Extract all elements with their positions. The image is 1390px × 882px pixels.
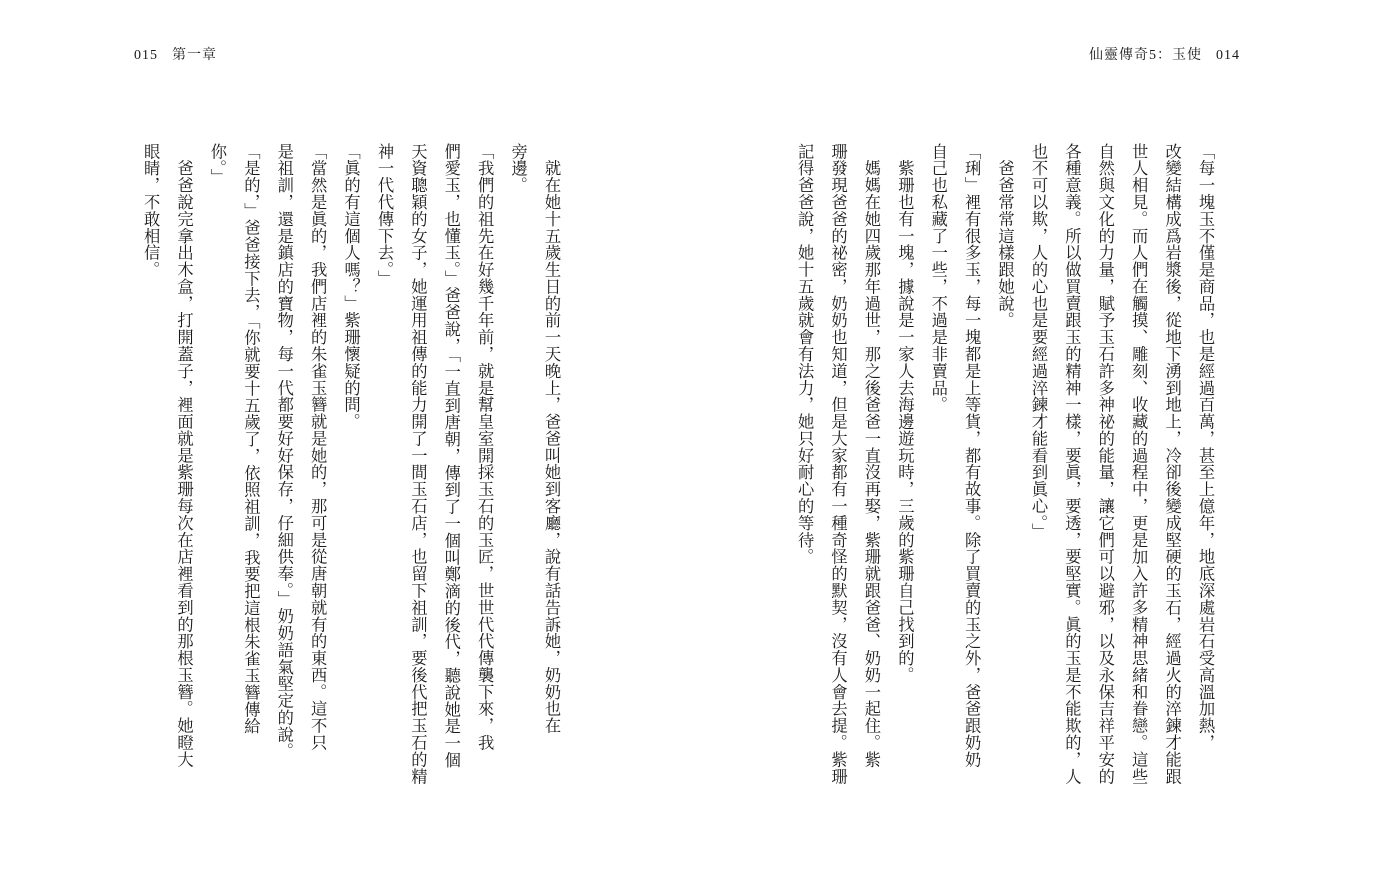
- text-line: 媽媽在她四歲那年過世，那之後爸爸一直沒再娶，紫珊就跟爸爸、奶奶一起住。紫: [861, 143, 881, 768]
- text-line: 神一代代傳下去。」: [374, 143, 394, 287]
- right-page-number: 014: [1216, 48, 1240, 63]
- text-line: 是祖訓，還是鎮店的寶物，每一代都要好好保存，仔細供奉。」奶奶語氣堅定的說。: [274, 143, 294, 760]
- text-line: 「是的，」爸爸接下去，「你就要十五歲了，依照祖訓，我要把這根朱雀玉簪傳給: [241, 143, 261, 735]
- text-line: 你。」: [207, 143, 227, 186]
- text-line: 「每一塊玉不僅是商品，也是經過百萬，甚至上億年，地底深處岩石受高溫加熱，: [1196, 143, 1215, 752]
- text-line: 爸爸說完拿出木盒，打開蓋子，裡面就是紫珊每次在店裡看到的那根玉簪。她瞪大: [174, 143, 194, 768]
- left-page-body: [128, 143, 568, 843]
- right-page-body: [795, 143, 1222, 843]
- text-line: 「當然是眞的，我們店裡的朱雀玉簪就是她的，那可是從唐朝就有的東西。這不只: [308, 143, 328, 752]
- text-line: 就在她十五歲生日的前一天晚上，爸爸叫她到客廳，說有話告訴她，奶奶也在: [542, 143, 561, 735]
- text-line: 紫珊也有一塊，據說是一家人去海邊遊玩時，三歲的紫珊自己找到的。: [895, 143, 915, 684]
- book-title: 仙靈傳奇5：玉使: [1089, 48, 1202, 63]
- text-line: 眼睛，不敢相信。: [141, 143, 161, 279]
- text-line: 也不可以欺，人的心也是要經過淬鍊才能看到眞心。」: [1028, 143, 1048, 541]
- text-line: 記得爸爸說，她十五歲就會有法力，她只好耐心的等待。: [795, 143, 815, 566]
- chapter-title: 第一章: [172, 48, 217, 63]
- text-line: 「琍」裡有很多玉，每一塊都是上等貨，都有故事。除了買賣的玉之外，爸爸跟奶奶: [962, 143, 982, 768]
- text-line: 自己也私藏了一些，不過是非賣品。: [928, 143, 948, 414]
- left-page-number: 015: [134, 48, 158, 63]
- text-line: 們愛玉，也懂玉。」爸爸說，「一直到唐朝，傳到了一個叫鄭滴的後代，聽說她是一個: [441, 143, 461, 769]
- text-line: 旁邊。: [508, 143, 528, 194]
- text-line: 世人相見。而人們在觸摸、雕刻、收藏的過程中，更是加入許多精神思緒和眷戀。這些: [1129, 143, 1149, 785]
- text-line: 珊發現爸爸的祕密，奶奶也知道，但是大家都有一種奇怪的默契，沒有人會去提。紫珊: [828, 143, 848, 785]
- text-line: 改變結構成爲岩漿後，從地下湧到地上，冷卻後變成堅硬的玉石，經過火的淬鍊才能跟: [1162, 143, 1182, 785]
- text-line: 自然與文化的力量，賦予玉石許多神祕的能量，讓它們可以避邪，以及永保吉祥平安的: [1095, 143, 1115, 785]
- text-line: 「我們的祖先在好幾千年前，就是幫皇室開採玉石的玉匠，世世代代傳襲下來，我: [475, 143, 495, 752]
- text-line: 天資聰穎的女子，她運用祖傳的能力開了一間玉石店，也留下祖訓，要後代把玉石的精: [408, 143, 428, 785]
- right-page-header: [1089, 44, 1240, 64]
- text-line: 「眞的有這個人嗎？」紫珊懷疑的問。: [341, 143, 361, 431]
- text-line: 各種意義。所以做買賣跟玉的精神一樣，要眞，要透，要堅實。眞的玉是不能欺的，人: [1062, 143, 1082, 785]
- left-page-header: [134, 44, 217, 64]
- text-line: 爸爸常常這樣跟她說。: [995, 143, 1015, 329]
